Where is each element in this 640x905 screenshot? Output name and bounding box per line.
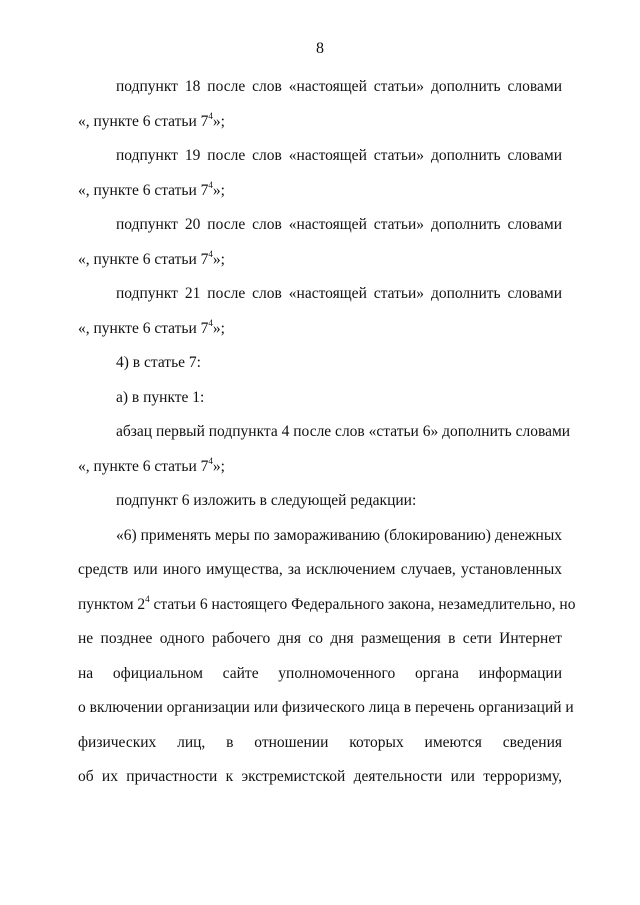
text-line: подпункт 19 после слов «настоящей статьи» дополнить словами xyxy=(116,147,562,164)
text-line: подпункт 21 после слов «настоящей статьи» дополнить словами xyxy=(116,285,562,302)
text-span: пунктом 2 xyxy=(78,596,146,613)
superscript: 4 xyxy=(208,317,213,328)
superscript: 4 xyxy=(208,179,213,190)
text-line: средств или иного имущества, за исключением случаев, установленных xyxy=(78,561,562,578)
text-line xyxy=(78,319,562,339)
text-line: 4) в статье 7: xyxy=(116,354,201,371)
text-line: физических лиц, в отношении которых имеются сведения xyxy=(78,734,562,751)
text-span: »; xyxy=(212,320,225,337)
text-span: статьи 6 настоящего Федерального закона, незамедлительно, но xyxy=(149,596,576,613)
text-span: «, пункте 6 статьи 7 xyxy=(78,182,209,199)
text-span: «, пункте 6 статьи 7 xyxy=(78,251,209,268)
text-line: подпункт 20 после слов «настоящей статьи» дополнить словами xyxy=(116,216,562,233)
page-number: 8 xyxy=(316,40,324,57)
text-line xyxy=(78,457,562,477)
text-line: подпункт 18 после слов «настоящей статьи» дополнить словами xyxy=(116,78,562,95)
text-line: а) в пункте 1: xyxy=(116,389,205,406)
text-span: »; xyxy=(212,458,225,475)
text-line: подпункт 6 изложить в следующей редакции: xyxy=(116,492,417,509)
text-line: абзац первый подпункта 4 после слов «статьи 6» дополнить словами xyxy=(116,423,571,440)
text-span: «, пункте 6 статьи 7 xyxy=(78,320,209,337)
text-line xyxy=(78,112,562,132)
text-span: »; xyxy=(212,113,225,130)
text-line: не позднее одного рабочего дня со дня размещения в сети Интернет xyxy=(78,630,562,647)
text-span: »; xyxy=(212,182,225,199)
text-line: «6) применять меры по замораживанию (блокированию) денежных xyxy=(116,527,562,544)
text-span: «, пункте 6 статьи 7 xyxy=(78,113,209,130)
superscript: 4 xyxy=(145,593,150,604)
text-span: »; xyxy=(212,251,225,268)
text-line: об их причастности к экстремистской деятельности или терроризму, xyxy=(78,768,562,785)
superscript: 4 xyxy=(208,455,213,466)
text-line xyxy=(78,250,562,270)
text-line: на официальном сайте уполномоченного органа информации xyxy=(78,665,562,682)
text-span: «, пункте 6 статьи 7 xyxy=(78,458,209,475)
text-line xyxy=(78,593,576,615)
superscript: 4 xyxy=(208,110,213,121)
superscript: 4 xyxy=(208,248,213,259)
text-line xyxy=(78,181,562,201)
text-line: о включении организации или физического лица в перечень организаций и xyxy=(78,699,574,716)
